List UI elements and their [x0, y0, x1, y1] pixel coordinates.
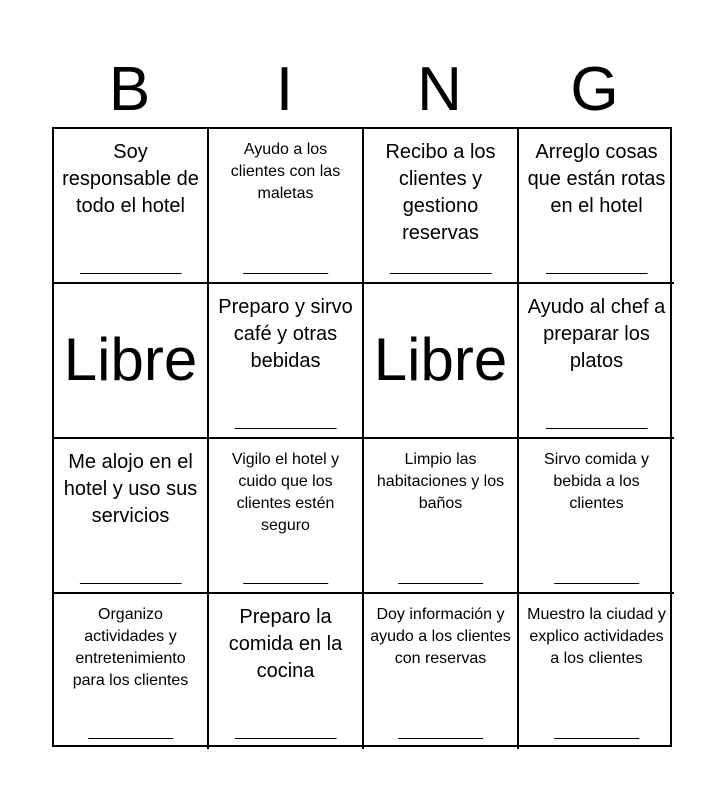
cell-answer-line: ____________: [546, 413, 647, 430]
header-letter-i: I: [275, 55, 294, 124]
bingo-cell-14[interactable]: [209, 594, 364, 749]
cell-answer-line: ____________: [235, 723, 336, 740]
bingo-cell-12[interactable]: [519, 439, 674, 594]
cell-answer-line: __________: [398, 568, 483, 585]
cell-text: Sirvo comida y bebida a los clientes: [544, 451, 649, 512]
bingo-cell-16[interactable]: [519, 594, 674, 749]
cell-text: Preparo la comida en la cocina: [228, 606, 343, 682]
cell-answer-line: ____________: [235, 413, 336, 430]
bingo-cell-10[interactable]: [209, 439, 364, 594]
header-letter-n: N: [417, 55, 462, 124]
bingo-cell-free-2[interactable]: [364, 284, 519, 439]
bingo-cell-3[interactable]: [364, 129, 519, 284]
cell-answer-line: __________: [554, 723, 639, 740]
bingo-grid: [52, 127, 672, 747]
bingo-cell-13[interactable]: [54, 594, 209, 749]
bingo-cell-9[interactable]: [54, 439, 209, 594]
cell-answer-line: ____________: [390, 258, 491, 275]
cell-text: Doy información y ayudo a los clientes con reservas: [370, 606, 511, 667]
cell-answer-line: __________: [398, 723, 483, 740]
cell-text: Muestro la ciudad y explico actividades a los clientes: [527, 606, 666, 667]
cell-answer-line: ____________: [80, 258, 181, 275]
cell-answer-line: __________: [88, 723, 173, 740]
bingo-cell-8[interactable]: [519, 284, 674, 439]
free-space-label: Libre: [373, 326, 508, 393]
cell-text: Me alojo en el hotel y uso sus servicios: [63, 451, 198, 527]
header-letter-b: B: [108, 55, 151, 124]
bingo-header: [52, 52, 672, 128]
cell-text: Vigilo el hotel y cuido que los clientes estén seguro: [231, 451, 340, 534]
cell-answer-line: __________: [554, 568, 639, 585]
bingo-cell-4[interactable]: [519, 129, 674, 284]
bingo-cell-2[interactable]: [209, 129, 364, 284]
cell-text: Preparo y sirvo café y otras bebidas: [218, 296, 353, 372]
bingo-cell-11[interactable]: [364, 439, 519, 594]
cell-text: Organizo actividades y entretenimiento para los clientes: [72, 606, 189, 689]
cell-answer-line: ____________: [80, 568, 181, 585]
cell-answer-line: ____________: [546, 258, 647, 275]
cell-text: Arreglo cosas que están rotas en el hotel: [527, 141, 666, 217]
bingo-cell-free-1[interactable]: [54, 284, 209, 439]
free-space-label: Libre: [63, 326, 198, 393]
bingo-cell-6[interactable]: [209, 284, 364, 439]
cell-text: Limpio las habitaciones y los baños: [376, 451, 505, 512]
cell-text: Ayudo al chef a preparar los platos: [527, 296, 666, 372]
cell-text: Ayudo a los clientes con las maletas: [230, 141, 341, 202]
cell-text: Recibo a los clientes y gestiono reservas: [385, 141, 496, 244]
bingo-cell-15[interactable]: [364, 594, 519, 749]
cell-answer-line: __________: [243, 258, 328, 275]
cell-answer-line: __________: [243, 568, 328, 585]
header-letter-g: G: [570, 55, 619, 124]
cell-text: Soy responsable de todo el hotel: [62, 141, 199, 217]
bingo-cell-1[interactable]: [54, 129, 209, 284]
